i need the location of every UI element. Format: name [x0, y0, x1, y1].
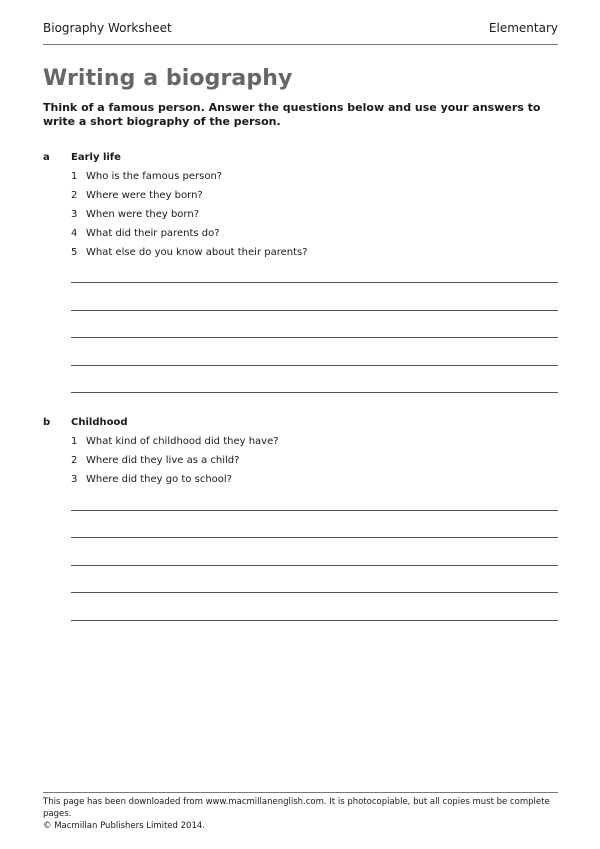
question-a2	[71, 190, 203, 201]
answer-line[interactable]	[71, 565, 558, 566]
footer-notice: This page has been downloaded from www.macmillanenglish.com. It is photocopiable, but all copies must be complete pages.	[43, 797, 550, 819]
answer-line[interactable]	[71, 310, 558, 311]
section-b-letter: b	[43, 417, 51, 428]
section-a-title: Early life	[71, 152, 121, 163]
question-number: 2	[71, 190, 78, 201]
answer-line[interactable]	[71, 337, 558, 338]
section-b-title: Childhood	[71, 417, 128, 428]
question-a4	[71, 228, 220, 239]
answer-line[interactable]	[71, 392, 558, 393]
question-text: Where were they born?	[86, 190, 203, 201]
question-number: 2	[71, 455, 78, 466]
question-text: What did their parents do?	[86, 228, 220, 239]
footer-copyright: © Macmillan Publishers Limited 2014.	[43, 821, 205, 831]
question-number: 5	[71, 247, 78, 258]
question-text: Where did they go to school?	[86, 474, 232, 485]
page-title: Writing a biography	[43, 66, 293, 91]
question-a5	[71, 247, 308, 258]
question-number: 1	[71, 436, 78, 447]
instructions: Think of a famous person. Answer the questions below and use your answers to write a short biography of the person.	[43, 101, 541, 128]
question-b1	[71, 436, 279, 447]
question-number: 3	[71, 209, 78, 220]
question-b3	[71, 474, 232, 485]
page-header	[43, 20, 558, 45]
question-text: Who is the famous person?	[86, 171, 223, 182]
question-number: 3	[71, 474, 78, 485]
worksheet-name: Biography Worksheet	[43, 21, 172, 35]
question-b2	[71, 455, 239, 466]
answer-line[interactable]	[71, 592, 558, 593]
section-a-letter: a	[43, 152, 50, 163]
answer-line[interactable]	[71, 510, 558, 511]
answer-line[interactable]	[71, 282, 558, 283]
level-label: Elementary	[488, 21, 558, 35]
question-text: What else do you know about their parents?	[86, 247, 308, 258]
page-footer	[43, 792, 558, 832]
question-text: When were they born?	[86, 209, 200, 220]
answer-line[interactable]	[71, 537, 558, 538]
question-a3	[71, 209, 199, 220]
question-text: Where did they live as a child?	[86, 455, 240, 466]
answer-line[interactable]	[71, 365, 558, 366]
question-text: What kind of childhood did they have?	[86, 436, 279, 447]
question-number: 4	[71, 228, 78, 239]
question-a1	[71, 171, 222, 182]
question-number: 1	[71, 171, 78, 182]
answer-line[interactable]	[71, 620, 558, 621]
